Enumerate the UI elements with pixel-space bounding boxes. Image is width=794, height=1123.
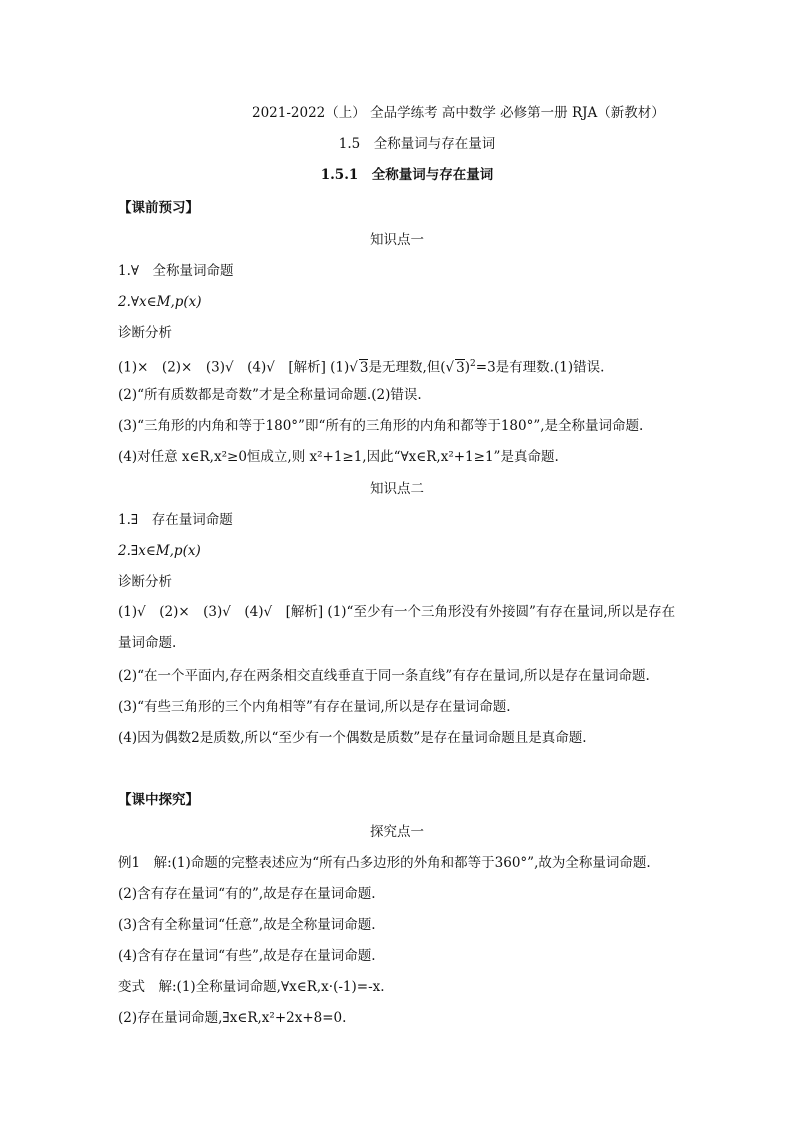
sqrt-radicand: 3 bbox=[359, 359, 369, 376]
sqrt-radicand-2: 3 bbox=[456, 359, 465, 376]
example1-part4: (4)含有存在量词“有些”,故是存在量词命题. bbox=[118, 948, 376, 964]
kp1-answers: (1)× (2)× (3)√ (4)√ [解析] (1) bbox=[118, 359, 350, 376]
kp2-diag-title: 诊断分析 bbox=[118, 574, 172, 590]
kp1-title: 知识点一 bbox=[370, 232, 424, 248]
kp2-p3: (3)“有些三角形的三个内角相等”有存在量词,所以是存在量词命题. bbox=[118, 699, 511, 715]
kp1-answer1-end: =3是有理数.(1)错误. bbox=[475, 359, 605, 376]
kp1-answer1: (1)× (2)× (3)√ (4)√ [解析] (1)√ 3是无理数,但(√ 3)$^2$=3是有理数.(1)错误. bbox=[118, 359, 605, 376]
kp1-diag-title: 诊断分析 bbox=[118, 325, 172, 341]
kp2-p1: (1)√ (2)× (3)√ (4)√ [解析] (1)“至少有一个三角形没有外接圆”有存在量词,所以是存在量词命题. bbox=[118, 604, 676, 651]
kp2-p2: (2)“在一个平面内,存在两条相交直线垂直于同一条直线”有存在量词,所以是存在量词命题. bbox=[118, 668, 650, 684]
kp2-item2: 2.∃x∈M,p(x) bbox=[118, 543, 201, 559]
preview-heading: 【课前预习】 bbox=[118, 200, 199, 216]
sqrt-symbol-2: √ bbox=[445, 359, 455, 376]
kp1-p3: (3)“三角形的内角和等于180°”即“所有的三角形的内角和都等于180°”,是全称量词命题. bbox=[118, 418, 644, 434]
variant1-part2: (2)存在量词命题,∃x∈R,x²+2x+8=0. bbox=[118, 1010, 347, 1026]
square-exponent: 2 bbox=[470, 359, 476, 369]
section-title: 1.5 全称量词与存在量词 bbox=[338, 136, 496, 152]
explore-heading: 【课中探究】 bbox=[118, 792, 199, 808]
kp2-item1: 1.∃ 存在量词命题 bbox=[118, 512, 233, 528]
kp1-answer1-mid: 是无理数,但( bbox=[368, 359, 446, 376]
kp1-item2: 2.∀x∈M,p(x) bbox=[118, 294, 202, 310]
variant1: 变式 解:(1)全称量词命题,∀x∈R,x·(-1)=-x. bbox=[118, 979, 385, 995]
example1-part2: (2)含有存在量词“有的”,故是存在量词命题. bbox=[118, 886, 376, 902]
kp1-p2: (2)“所有质数都是奇数”才是全称量词命题.(2)错误. bbox=[118, 387, 422, 403]
kp2-title: 知识点二 bbox=[370, 481, 424, 497]
example1: 例1 解:(1)命题的完整表述应为“所有凸多边形的外角和都等于360°”,故为全称量词命题. bbox=[118, 855, 651, 871]
kp1-item1: 1.∀ 全称量词命题 bbox=[118, 263, 234, 279]
subsection-title: 1.5.1 全称量词与存在量词 bbox=[320, 167, 494, 183]
explore-point1-title: 探究点一 bbox=[370, 824, 424, 840]
kp2-p4: (4)因为偶数2是质数,所以“至少有一个偶数是质数”是存在量词命题且是真命题. bbox=[118, 730, 587, 746]
example1-part3: (3)含有全称量词“任意”,故是全称量词命题. bbox=[118, 917, 376, 933]
kp1-p4: (4)对任意 x∈R,x²≥0恒成立,则 x²+1≥1,因此“∀x∈R,x²+1≥1”是真命题. bbox=[118, 449, 559, 465]
header-series: 2021-2022（上） 全品学练考 高中数学 必修第一册 RJA（新教材） bbox=[252, 105, 665, 121]
sqrt-symbol: √ bbox=[349, 359, 358, 376]
